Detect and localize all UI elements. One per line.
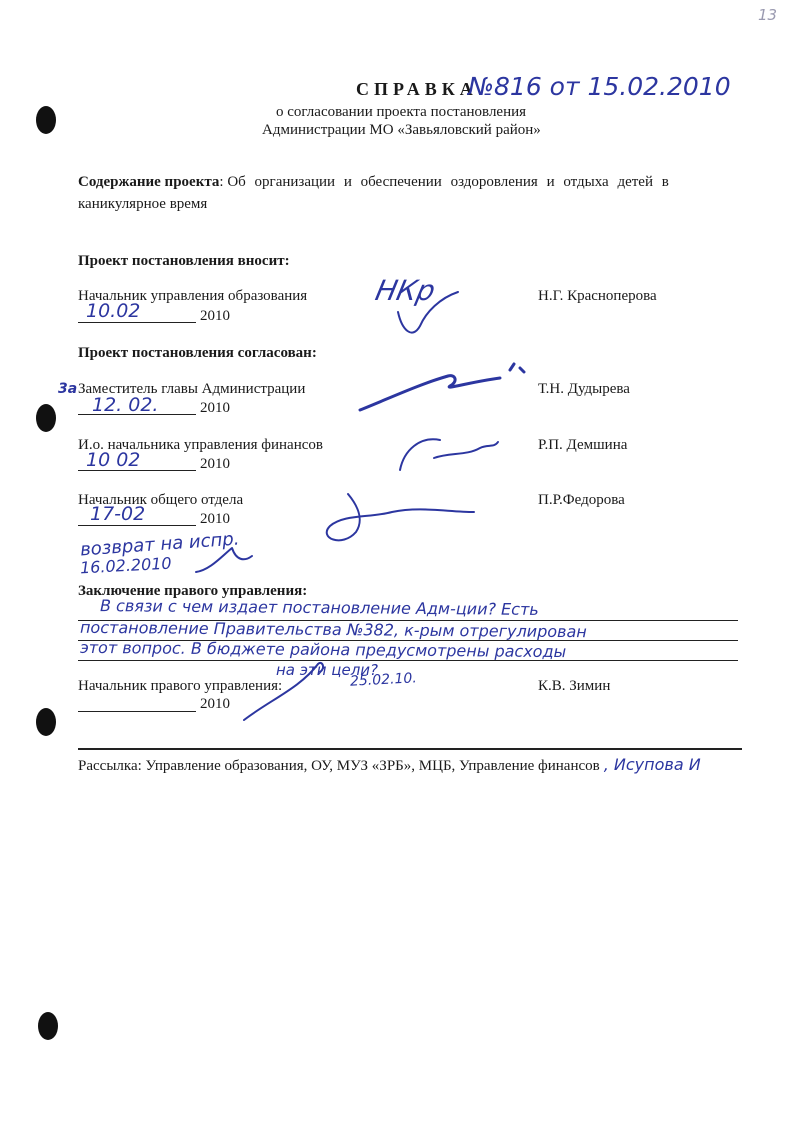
legal-name: К.В. Зимин	[538, 678, 611, 694]
legal-position: Начальник правого управления:	[78, 678, 283, 694]
agreed-year-2: 2010	[200, 456, 230, 472]
introduced-date-handwritten: 10.02	[86, 300, 141, 322]
date-line	[78, 711, 196, 712]
agreed-position-1: Заместитель главы Администрации	[78, 381, 306, 397]
introduced-position: Начальник управления образования	[78, 288, 308, 304]
legal-comment-date: 25.02.10.	[349, 670, 418, 690]
agreed-heading: Проект постановления согласован:	[78, 345, 317, 361]
agreed-prefix-handwritten: 3а	[58, 381, 78, 397]
legal-comment-line-2: постановление Правительства №382, к-рым отрегулирован	[79, 617, 587, 642]
document-subtitle-2: Администрации МО «Завьяловский район»	[262, 122, 541, 138]
return-note-handwritten-1: возврат на испр.	[79, 528, 241, 561]
agreed-date-handwritten-1: 12. 02.	[92, 394, 159, 416]
date-line	[78, 414, 196, 415]
legal-comment-line-3: этот вопрос. В бюджете района предусмотрены расходы	[79, 637, 567, 662]
agreed-year-1: 2010	[200, 400, 230, 416]
project-content	[78, 174, 669, 191]
punch-hole	[36, 708, 56, 736]
agreed-year-3: 2010	[200, 511, 230, 527]
legal-year: 2010	[200, 696, 230, 712]
punch-hole	[36, 106, 56, 134]
legal-comment-line-4: на эти цели?	[276, 661, 378, 679]
legal-heading: Заключение правого управления:	[78, 583, 308, 599]
agreed-name-2: Р.П. Демшина	[538, 437, 628, 453]
introduced-signature: НКр	[372, 274, 439, 307]
project-content-colon: :	[219, 174, 224, 190]
introduced-name: Н.Г. Красноперова	[538, 288, 657, 304]
introduced-heading: Проект постановления вносит:	[78, 253, 290, 269]
document-number-handwritten: №816 от 15.02.2010	[468, 72, 731, 101]
distribution-handwritten-addition: , Исупова И	[603, 755, 701, 774]
introduced-year: 2010	[200, 308, 230, 324]
agreed-name-3: П.Р.Федорова	[538, 492, 625, 508]
distribution-list	[78, 755, 701, 775]
signature-stroke	[360, 364, 524, 410]
agreed-name-1: Т.Н. Дудырева	[538, 381, 630, 397]
distribution-text: Рассылка: Управление образования, ОУ, МУЗ «ЗРБ», МЦБ, Управление финансов	[78, 758, 600, 774]
document-subtitle-1: о согласовании проекта постановления	[276, 104, 527, 120]
distribution-rule	[78, 748, 742, 750]
project-content-label: Содержание проекта	[78, 174, 220, 190]
agreed-position-2: И.о. начальника управления финансов	[78, 437, 323, 453]
date-line	[78, 470, 196, 471]
comment-line	[78, 660, 738, 661]
date-line	[78, 525, 196, 526]
corner-mark: 13	[758, 6, 778, 24]
punch-hole	[36, 404, 56, 432]
punch-hole	[38, 1012, 58, 1040]
agreed-position-3: Начальник общего отдела	[78, 492, 244, 508]
legal-comment-line-1: В связи с чем издает постановление Адм-ции? Есть	[99, 596, 539, 619]
return-note-handwritten-2: 16.02.2010	[79, 553, 173, 578]
agreed-date-handwritten-2: 10 02	[86, 449, 141, 471]
signature-stroke	[400, 439, 498, 470]
document-title: СПРАВКА	[356, 79, 478, 99]
agreed-date-handwritten-3: 17-02	[90, 503, 146, 525]
signature-stroke	[327, 494, 474, 540]
project-content-text-1: Об организации и обеспечении оздоровления и отдыха детей в	[227, 174, 669, 190]
project-content-text-2: каникулярное время	[78, 196, 208, 212]
date-line	[78, 322, 196, 323]
